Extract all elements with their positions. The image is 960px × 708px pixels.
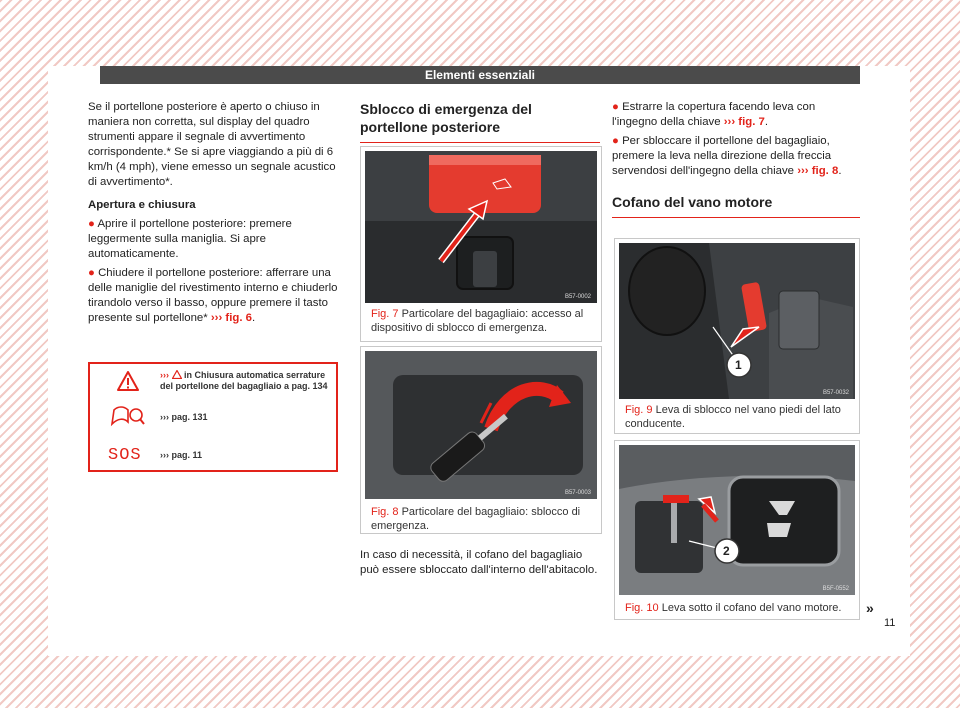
figure-9-label: Fig. 9	[625, 404, 653, 416]
column-left	[88, 100, 338, 330]
intro-paragraph: Se il portellone posteriore è aperto o chiuso in maniera non corretta, sul display del quadro strumenti appare il segnale di avvertimento corrispondente.* Se si apre viaggiando a più di 6 km/h (4 mph), viene emesso un segnale acustico di avvertimento*.	[88, 101, 336, 188]
key-release-illustration	[365, 351, 597, 499]
figure-8-label: Fig. 8	[371, 506, 399, 518]
figure-10-image	[619, 445, 855, 595]
bullet-extract	[612, 100, 860, 130]
section-title-emergency: Sblocco di emergenza del portellone posteriore	[360, 100, 600, 143]
warning-ref-arrows: ›››	[160, 370, 169, 380]
fig7-link[interactable]: ››› fig. 7	[723, 116, 765, 128]
bullet-dot: ●	[88, 267, 95, 279]
column-right	[612, 100, 860, 228]
bullet-unlock-text: Per sbloccare il portellone del bagagliaio, premere la leva nella direzione della freccia servendosi dell'ingegno della chiave	[612, 135, 832, 177]
marker-2: 2	[723, 544, 730, 558]
section-title-hood: Cofano del vano motore	[612, 193, 860, 218]
subheading-apertura: Apertura e chiusura	[88, 199, 196, 211]
bullet-close-text: Chiudere il portellone posteriore: afferrare una delle maniglie del rivestimento interno e chiuderlo tirandolo verso il basso, oppure premere il tasto presente sul portellone*	[88, 267, 338, 324]
figure-9-image	[619, 243, 855, 399]
figure-8-image	[365, 351, 597, 499]
bullet-unlock	[612, 134, 860, 179]
bullet-dot: ●	[88, 218, 95, 230]
warning-row-3[interactable]: ››› pag. 11	[160, 450, 203, 460]
warning-row-1-text[interactable]: in Chiusura automatica serrature del portellone del bagagliaio a pag. 134	[160, 370, 328, 391]
figure-10	[614, 440, 860, 620]
figure-10-code: B5F-0552	[822, 586, 849, 592]
fig8-link[interactable]: ››› fig. 8	[797, 165, 839, 177]
marker-1: 1	[735, 358, 742, 372]
small-warning-icon	[172, 370, 182, 379]
page-header: Elementi essenziali	[100, 66, 860, 84]
bullet-dot: ●	[612, 101, 619, 113]
figure-8	[360, 346, 602, 534]
figure-7-code: B57-0002	[564, 294, 591, 300]
bullet-close-end: .	[251, 312, 256, 324]
trunk-latch-illustration	[365, 151, 597, 303]
bullet-close	[88, 266, 338, 326]
sos-icon: SOS	[108, 446, 142, 465]
bullet-unlock-end: .	[838, 165, 842, 177]
figure-10-label: Fig. 10	[625, 602, 659, 614]
figure-7-label: Fig. 7	[371, 308, 399, 320]
bullet-dot: ●	[612, 135, 619, 147]
footwell-lever-illustration	[619, 243, 855, 399]
middle-body	[360, 548, 600, 584]
figure-7	[360, 146, 602, 342]
bullet-open-text: Aprire il portellone posteriore: premere leggermente sulla maniglia. Si apre automaticamente.	[88, 218, 292, 260]
figure-7-caption-text: Particolare del bagagliaio: accesso al dispositivo di sblocco di emergenza.	[371, 308, 584, 334]
bullet-extract-text: Estrarre la copertura facendo leva con l'ingegno della chiave	[612, 101, 816, 128]
warning-triangle-icon	[116, 370, 140, 392]
figure-9-code: B57-0032	[822, 390, 849, 396]
continue-arrow-icon[interactable]: »	[866, 600, 874, 616]
warning-row-2[interactable]: ››› pag. 131	[160, 412, 208, 422]
figure-10-caption	[625, 601, 851, 615]
figure-9-caption-text: Leva di sblocco nel vano piedi del lato conducente.	[625, 404, 841, 430]
figure-8-code: B57-0003	[564, 490, 591, 496]
warning-row-1	[160, 370, 330, 392]
bullet-extract-end: .	[764, 116, 769, 128]
figure-9-caption	[625, 403, 851, 431]
figure-8-caption-text: Particolare del bagagliaio: sblocco di emergenza.	[371, 506, 581, 532]
warning-box	[88, 362, 338, 472]
figure-7-caption	[371, 307, 593, 335]
figure-7-image	[365, 151, 597, 303]
book-magnifier-icon	[110, 406, 146, 428]
bullet-open	[88, 217, 338, 262]
hood-lever-illustration	[619, 445, 855, 595]
figure-9	[614, 238, 860, 434]
figure-10-caption-text: Leva sotto il cofano del vano motore.	[661, 602, 842, 614]
page-number: 11	[884, 617, 896, 629]
figure-8-caption	[371, 505, 593, 533]
fig6-link[interactable]: ››› fig. 6	[210, 312, 252, 324]
middle-body-paragraph: In caso di necessità, il cofano del bagagliaio può essere sbloccato dall'interno dell'abitacolo.	[360, 549, 598, 576]
